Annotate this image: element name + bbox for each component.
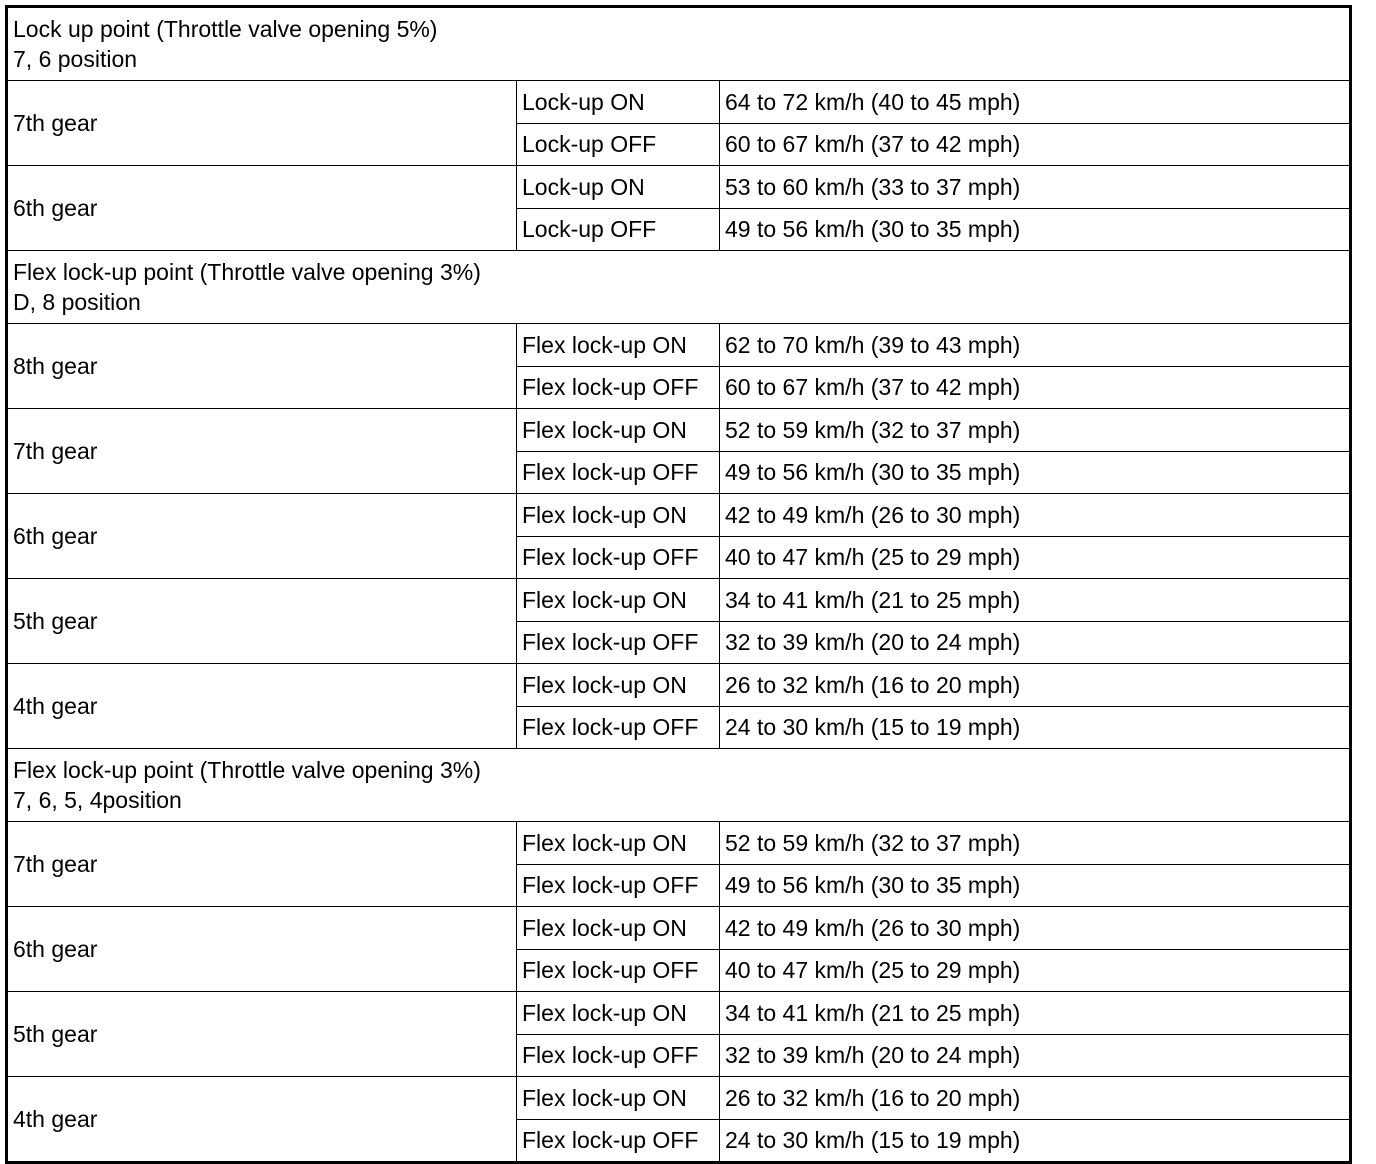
section-header-row xyxy=(7,749,1351,822)
gear-cell: 7th gear xyxy=(7,81,517,166)
table-row xyxy=(7,166,1351,209)
gear-cell: 6th gear xyxy=(7,907,517,992)
section-title: Flex lock-up point (Throttle valve opening 3%) xyxy=(13,259,481,285)
gear-cell: 7th gear xyxy=(7,409,517,494)
speed-cell: 34 to 41 km/h (21 to 25 mph) xyxy=(720,992,1351,1035)
section-header-row xyxy=(7,251,1351,324)
mode-cell: Flex lock-up OFF xyxy=(517,949,720,992)
speed-cell: 60 to 67 km/h (37 to 42 mph) xyxy=(720,366,1351,409)
section-header-cell xyxy=(7,7,1351,81)
table-row xyxy=(7,81,1351,124)
table-row xyxy=(7,822,1351,865)
gear-cell: 5th gear xyxy=(7,579,517,664)
section-header-cell xyxy=(7,251,1351,324)
gear-cell: 6th gear xyxy=(7,494,517,579)
speed-cell: 49 to 56 km/h (30 to 35 mph) xyxy=(720,864,1351,907)
speed-cell: 24 to 30 km/h (15 to 19 mph) xyxy=(720,706,1351,749)
mode-cell: Flex lock-up ON xyxy=(517,494,720,537)
speed-cell: 62 to 70 km/h (39 to 43 mph) xyxy=(720,324,1351,367)
mode-cell: Flex lock-up OFF xyxy=(517,366,720,409)
section-title: Lock up point (Throttle valve opening 5%) xyxy=(13,16,438,42)
mode-cell: Flex lock-up ON xyxy=(517,822,720,865)
table-row xyxy=(7,579,1351,622)
mode-cell: Flex lock-up ON xyxy=(517,579,720,622)
speed-cell: 32 to 39 km/h (20 to 24 mph) xyxy=(720,621,1351,664)
gear-cell: 8th gear xyxy=(7,324,517,409)
speed-cell: 49 to 56 km/h (30 to 35 mph) xyxy=(720,451,1351,494)
mode-cell: Flex lock-up OFF xyxy=(517,864,720,907)
mode-cell: Flex lock-up OFF xyxy=(517,1034,720,1077)
speed-cell: 42 to 49 km/h (26 to 30 mph) xyxy=(720,907,1351,950)
gear-cell: 6th gear xyxy=(7,166,517,251)
mode-cell: Flex lock-up ON xyxy=(517,907,720,950)
mode-cell: Flex lock-up ON xyxy=(517,324,720,367)
table-row xyxy=(7,1077,1351,1120)
gear-cell: 4th gear xyxy=(7,1077,517,1163)
speed-cell: 40 to 47 km/h (25 to 29 mph) xyxy=(720,949,1351,992)
lock-up-spec-table xyxy=(5,5,1352,1164)
speed-cell: 49 to 56 km/h (30 to 35 mph) xyxy=(720,208,1351,251)
mode-cell: Flex lock-up OFF xyxy=(517,621,720,664)
mode-cell: Lock-up OFF xyxy=(517,123,720,166)
section-position: D, 8 position xyxy=(13,289,141,315)
mode-cell: Flex lock-up ON xyxy=(517,664,720,707)
section-position: 7, 6 position xyxy=(13,46,138,72)
speed-cell: 26 to 32 km/h (16 to 20 mph) xyxy=(720,664,1351,707)
mode-cell: Flex lock-up ON xyxy=(517,1077,720,1120)
speed-cell: 24 to 30 km/h (15 to 19 mph) xyxy=(720,1119,1351,1163)
section-title: Flex lock-up point (Throttle valve opening 3%) xyxy=(13,757,481,783)
mode-cell: Flex lock-up OFF xyxy=(517,706,720,749)
mode-cell: Lock-up ON xyxy=(517,166,720,209)
speed-cell: 64 to 72 km/h (40 to 45 mph) xyxy=(720,81,1351,124)
section-header-row xyxy=(7,7,1351,81)
mode-cell: Flex lock-up ON xyxy=(517,409,720,452)
mode-cell: Flex lock-up OFF xyxy=(517,451,720,494)
gear-cell: 4th gear xyxy=(7,664,517,749)
speed-cell: 40 to 47 km/h (25 to 29 mph) xyxy=(720,536,1351,579)
mode-cell: Lock-up OFF xyxy=(517,208,720,251)
table-row xyxy=(7,664,1351,707)
mode-cell: Flex lock-up OFF xyxy=(517,536,720,579)
speed-cell: 52 to 59 km/h (32 to 37 mph) xyxy=(720,822,1351,865)
table-row xyxy=(7,992,1351,1035)
table-row xyxy=(7,324,1351,367)
speed-cell: 53 to 60 km/h (33 to 37 mph) xyxy=(720,166,1351,209)
gear-cell: 7th gear xyxy=(7,822,517,907)
speed-cell: 42 to 49 km/h (26 to 30 mph) xyxy=(720,494,1351,537)
speed-cell: 60 to 67 km/h (37 to 42 mph) xyxy=(720,123,1351,166)
table-row xyxy=(7,409,1351,452)
table-row xyxy=(7,907,1351,950)
mode-cell: Lock-up ON xyxy=(517,81,720,124)
mode-cell: Flex lock-up ON xyxy=(517,992,720,1035)
speed-cell: 32 to 39 km/h (20 to 24 mph) xyxy=(720,1034,1351,1077)
gear-cell: 5th gear xyxy=(7,992,517,1077)
mode-cell: Flex lock-up OFF xyxy=(517,1119,720,1163)
table-row xyxy=(7,494,1351,537)
table-body xyxy=(7,7,1351,1163)
speed-cell: 52 to 59 km/h (32 to 37 mph) xyxy=(720,409,1351,452)
speed-cell: 26 to 32 km/h (16 to 20 mph) xyxy=(720,1077,1351,1120)
speed-cell: 34 to 41 km/h (21 to 25 mph) xyxy=(720,579,1351,622)
section-header-cell xyxy=(7,749,1351,822)
section-position: 7, 6, 5, 4position xyxy=(13,787,182,813)
